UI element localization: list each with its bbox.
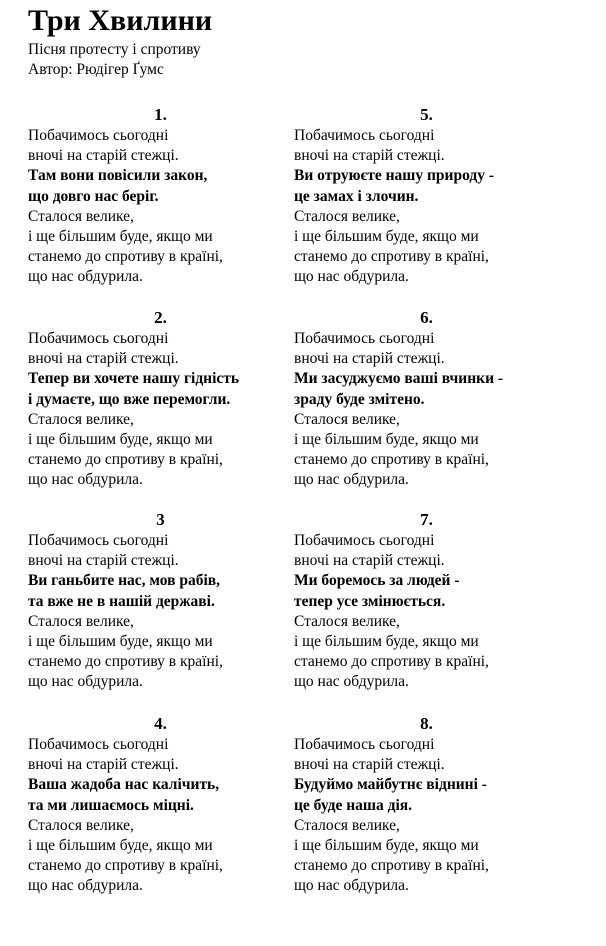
verse-line: і ще більшим буде, якщо ми [294, 228, 479, 246]
verse-line: і ще більшим буде, якщо ми [28, 837, 213, 855]
verse-bold-line: зраду буде змітено. [294, 390, 425, 408]
verse-line: вночі на старій стежці. [294, 756, 445, 774]
verse-bold-line: Ви ганьбите нас, мов рабів, [28, 572, 221, 590]
verse-bold-line: Ваша жадоба нас калічить, [28, 776, 220, 794]
verse-bold-line: Ми засуджуємо ваші вчинки - [294, 370, 504, 388]
verse-number: 2. [154, 308, 167, 327]
verse-line: Сталося велике, [294, 207, 400, 225]
verse-bold-line: що довго нас беріг. [28, 187, 159, 205]
verse-5 [294, 105, 559, 288]
verse-line: Сталося велике, [28, 816, 134, 834]
verse-line: і ще більшим буде, якщо ми [28, 228, 213, 246]
verse-line: Побачимось сьогодні [294, 736, 435, 753]
verse-line: і ще більшим буде, якщо ми [28, 431, 213, 449]
verse-bold-line: Тепер ви хочете нашу гідність [28, 370, 240, 388]
verse-1 [28, 105, 293, 288]
verse-line: Побачимось сьогодні [28, 127, 169, 144]
verse-line: і ще більшим буде, якщо ми [294, 431, 479, 449]
verse-3 [28, 510, 293, 693]
verse-line: Сталося велике, [28, 207, 134, 225]
verse-line: Сталося велике, [28, 612, 134, 630]
page-title: Три Хвилини [28, 4, 213, 37]
verse-line: станемо до спротиву в країні, [294, 857, 489, 875]
verse-number: 4. [154, 714, 167, 733]
verse-line: вночі на старій стежці. [294, 147, 445, 165]
verse-line: Побачимось сьогодні [28, 532, 169, 549]
verse-line: станемо до спротиву в країні, [28, 653, 223, 671]
author-line: Автор: Рюдігер Ґумс [28, 61, 164, 78]
verse-line: станемо до спротиву в країні, [294, 451, 489, 469]
verse-bold-line: та ми лишаємось міцні. [28, 796, 194, 814]
verse-6 [294, 308, 559, 491]
verse-line: вночі на старій стежці. [28, 552, 179, 570]
verse-line: що нас обдурила. [294, 268, 409, 286]
verse-line: що нас обдурила. [294, 673, 409, 691]
verse-line: вночі на старій стежці. [294, 350, 445, 368]
verse-line: вночі на старій стежці. [28, 350, 179, 368]
verse-line: що нас обдурила. [294, 471, 409, 489]
verse-number: 8. [420, 714, 433, 733]
verse-number: 1. [154, 105, 167, 124]
verse-bold-line: Там вони повісили закон, [28, 167, 208, 185]
verse-7 [294, 510, 559, 693]
verse-line: Сталося велике, [294, 612, 400, 630]
verse-number: 7. [420, 510, 433, 529]
verse-line: що нас обдурила. [28, 673, 143, 691]
verse-bold-line: це замах і злочин. [294, 187, 419, 205]
verse-line: вночі на старій стежці. [28, 147, 179, 165]
verse-number: 5. [420, 105, 433, 124]
verse-line: Побачимось сьогодні [294, 532, 435, 549]
verse-line: Сталося велике, [294, 410, 400, 428]
verse-line: і ще більшим буде, якщо ми [294, 837, 479, 855]
verse-bold-line: та вже не в нашій державі. [28, 592, 215, 610]
verse-line: станемо до спротиву в країні, [28, 451, 223, 469]
verse-bold-line: це буде наша дія. [294, 796, 413, 814]
verse-line: що нас обдурила. [28, 268, 143, 286]
verse-line: Побачимось сьогодні [28, 736, 169, 753]
verse-line: Сталося велике, [28, 410, 134, 428]
verse-2 [28, 308, 293, 491]
verse-line: вночі на старій стежці. [294, 552, 445, 570]
verse-line: станемо до спротиву в країні, [28, 248, 223, 266]
verse-line: станемо до спротиву в країні, [28, 857, 223, 875]
page-subtitle: Пісня протесту і спротиву [28, 41, 201, 58]
verse-bold-line: і думаєте, що вже перемогли. [28, 390, 231, 408]
verse-number: 3 [156, 510, 165, 529]
verse-line: Сталося велике, [294, 816, 400, 834]
verse-bold-line: тепер усе змінюється. [294, 592, 446, 610]
verse-line: що нас обдурила. [28, 471, 143, 489]
verse-number: 6. [420, 308, 433, 327]
verse-bold-line: Ви отруюєте нашу природу - [294, 167, 494, 185]
verse-line: і ще більшим буде, якщо ми [28, 633, 213, 651]
verse-bold-line: Будуймо майбутнє віднині - [294, 776, 487, 794]
verse-line: Побачимось сьогодні [28, 330, 169, 347]
verse-line: що нас обдурила. [294, 877, 409, 895]
verse-8 [294, 714, 559, 897]
verse-bold-line: Ми боремось за людей - [294, 572, 460, 590]
verse-line: станемо до спротиву в країні, [294, 653, 489, 671]
verse-line: вночі на старій стежці. [28, 756, 179, 774]
verse-line: і ще більшим буде, якщо ми [294, 633, 479, 651]
verse-line: що нас обдурила. [28, 877, 143, 895]
verse-line: станемо до спротиву в країні, [294, 248, 489, 266]
verse-line: Побачимось сьогодні [294, 330, 435, 347]
verse-line: Побачимось сьогодні [294, 127, 435, 144]
verse-4 [28, 714, 293, 897]
